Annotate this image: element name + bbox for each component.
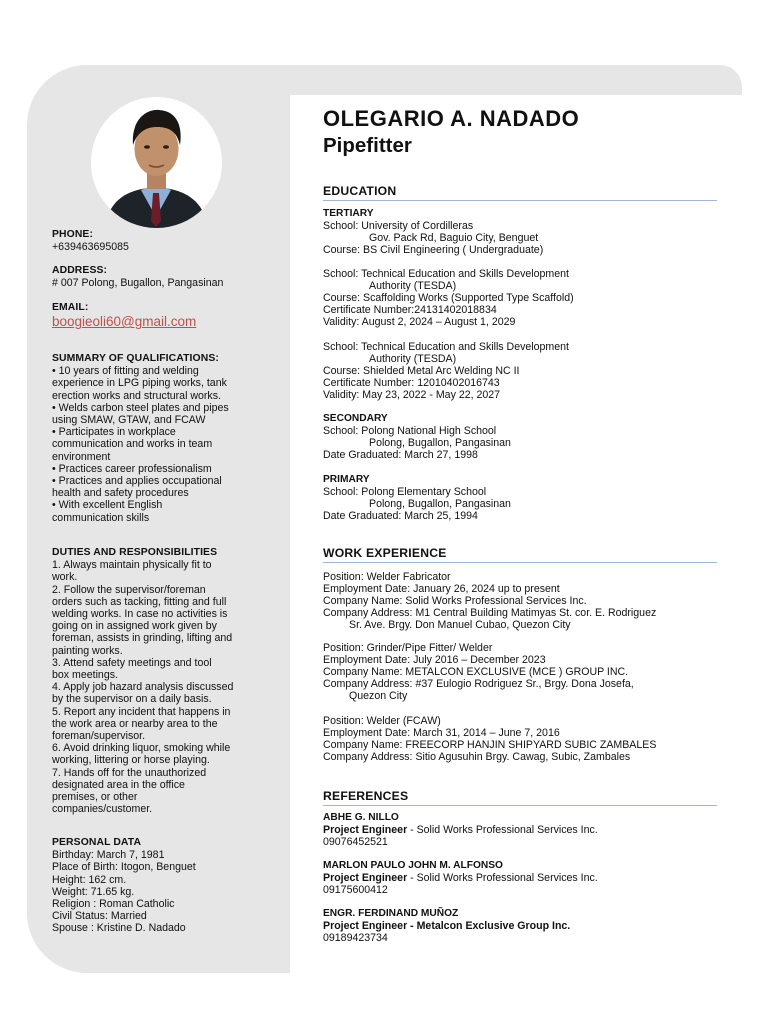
duties-line: by the supervisor on a daily basis.	[52, 693, 212, 706]
summary-line: • 10 years of fitting and welding	[52, 365, 199, 378]
reference-phone: 09076452521	[323, 836, 388, 849]
job-address: Company Address: Sitio Agusuhin Brgy. Cawag, Subic, Zambales	[323, 751, 631, 764]
validity-line: Validity: August 2, 2024 – August 1, 2029	[323, 316, 516, 329]
personal-heading: PERSONAL DATA	[52, 837, 142, 848]
duties-line: going on in assigned work given by	[52, 620, 217, 633]
school-line: School: Polong Elementary School	[323, 486, 487, 499]
phone-label: PHONE:	[52, 229, 94, 240]
reference-phone: 09189423734	[323, 932, 388, 945]
duties-line: foreman, assists in grinding, lifting and	[52, 632, 233, 645]
education-tesda-scaffolding	[323, 268, 743, 328]
validity-line: Validity: May 23, 2022 - May 22, 2027	[323, 389, 501, 402]
duties-line: orders such as tacking, fitting and full	[52, 595, 227, 608]
graduation-date: Date Graduated: March 25, 1994	[323, 510, 478, 523]
school-address: Polong, Bugallon, Pangasinan	[369, 498, 511, 511]
reference-company: - Solid Works Professional Services Inc.	[407, 824, 598, 837]
job-date: Employment Date: July 2016 – December 2023	[323, 654, 546, 667]
job-position: Position: Welder (FCAW)	[323, 715, 441, 727]
email-link[interactable]: boogieoli60@gmail.com	[52, 314, 197, 330]
school-address: Authority (TESDA)	[369, 353, 457, 366]
reference-name: MARLON PAULO JOHN M. ALFONSO	[323, 860, 503, 871]
job-date: Employment Date: March 31, 2014 – June 7, 2016	[323, 727, 560, 740]
school-address: Gov. Pack Rd, Baguio City, Benguet	[369, 232, 539, 245]
job-title: Pipefitter	[323, 134, 412, 157]
job-company: Company Name: Solid Works Professional Services Inc.	[323, 595, 587, 608]
duties-line: foreman/supervisor.	[52, 730, 146, 743]
reference-entry	[323, 860, 743, 896]
duties-section	[52, 547, 272, 815]
duties-line: 3. Attend safety meetings and tool	[52, 656, 212, 669]
contact-phone	[52, 229, 272, 253]
personal-line: Religion : Roman Catholic	[52, 898, 175, 911]
duties-line: painting works.	[52, 644, 123, 657]
reference-company: - Solid Works Professional Services Inc.	[407, 872, 598, 885]
education-tertiary	[323, 208, 743, 256]
summary-line: experience in LPG piping works, tank	[52, 377, 227, 390]
duties-line: 1. Always maintain physically fit to	[52, 559, 212, 572]
address-value: # 007 Polong, Bugallon, Pangasinan	[52, 277, 224, 290]
job-company: Company Name: METALCON EXCLUSIVE (MCE ) GROUP INC.	[323, 666, 629, 679]
summary-line: health and safety procedures	[52, 487, 189, 500]
summary-line: erection works and structural works.	[52, 389, 221, 402]
duties-line: work.	[52, 571, 78, 584]
education-secondary	[323, 413, 743, 461]
duties-line: 7. Hands off for the unauthorized	[52, 766, 207, 779]
personal-line: Birthday: March 7, 1981	[52, 849, 165, 862]
duties-line: companies/customer.	[52, 803, 153, 816]
reference-phone: 09175600412	[323, 884, 388, 897]
reference-role: Project Engineer - Metalcon Exclusive Group Inc.	[323, 920, 571, 933]
personal-section	[52, 837, 272, 935]
job-position: Position: Grinder/Pipe Fitter/ Welder	[323, 642, 493, 654]
duties-line: 6. Avoid drinking liquor, smoking while	[52, 742, 231, 755]
email-label: EMAIL:	[52, 302, 89, 313]
personal-line: Spouse : Kristine D. Nadado	[52, 922, 186, 935]
summary-heading: SUMMARY OF QUALIFICATIONS:	[52, 353, 219, 364]
contact-address	[52, 265, 272, 289]
personal-line: Civil Status: Married	[52, 910, 147, 923]
summary-line: • With excellent English	[52, 499, 163, 512]
education-primary	[323, 474, 743, 522]
summary-line: using SMAW, GTAW, and FCAW	[52, 414, 206, 427]
school-line: School: University of Cordilleras	[323, 220, 474, 233]
references-heading: REFERENCES	[323, 789, 717, 806]
summary-line: • Practices career professionalism	[52, 462, 212, 475]
reference-entry	[323, 812, 743, 848]
reference-role: Project Engineer	[323, 824, 408, 837]
work-experience-heading: WORK EXPERIENCE	[323, 546, 717, 563]
job-company: Company Name: FREECORP HANJIN SHIPYARD SUBIC ZAMBALES	[323, 739, 657, 752]
personal-line: Height: 162 cm.	[52, 873, 127, 886]
reference-entry	[323, 908, 743, 944]
course-line: Course: Shielded Metal Arc Welding NC II	[323, 365, 520, 378]
secondary-label: SECONDARY	[323, 413, 388, 424]
job-address: Company Address: #37 Eulogio Rodriguez Sr., Brgy. Dona Josefa,	[323, 678, 634, 691]
personal-line: Place of Birth: Itogon, Benguet	[52, 861, 196, 874]
candidate-name: OLEGARIO A. NADADO	[323, 106, 580, 131]
school-line: School: Technical Education and Skills Development	[323, 341, 569, 353]
graduation-date: Date Graduated: March 27, 1998	[323, 449, 478, 462]
duties-heading: DUTIES AND RESPONSIBILITIES	[52, 547, 218, 558]
primary-label: PRIMARY	[323, 474, 370, 485]
school-address: Polong, Bugallon, Pangasinan	[369, 437, 511, 450]
reference-name: ABHE G. NILLO	[323, 812, 399, 823]
summary-line: environment	[52, 450, 111, 463]
profile-photo	[91, 97, 222, 228]
duties-line: box meetings.	[52, 669, 118, 682]
job-address: Company Address: M1 Central Building Matimyas St. cor. E. Rodriguez	[323, 607, 657, 620]
header-band	[290, 65, 742, 95]
school-line: School: Polong National High School	[323, 425, 497, 438]
summary-line: • Welds carbon steel plates and pipes	[52, 401, 229, 414]
duties-line: welding works. In case no activities is	[52, 608, 228, 621]
certificate-line: Certificate Number: 12010402016743	[323, 377, 500, 390]
duties-line: working, littering or horse playing.	[52, 754, 210, 767]
reference-name: ENGR. FERDINAND MUÑOZ	[323, 908, 459, 919]
job-entry	[323, 642, 743, 702]
summary-line: communication and works in team	[52, 438, 213, 451]
job-address-cont: Sr. Ave. Brgy. Don Manuel Cubao, Quezon City	[349, 619, 571, 632]
summary-section	[52, 353, 272, 524]
job-date: Employment Date: January 26, 2024 up to present	[323, 583, 560, 596]
course-line: Course: Scaffolding Works (Supported Type Scaffold)	[323, 292, 574, 305]
address-label: ADDRESS:	[52, 265, 108, 276]
tertiary-label: TERTIARY	[323, 208, 374, 219]
job-entry	[323, 715, 743, 763]
education-heading: EDUCATION	[323, 184, 717, 201]
school-line: School: Technical Education and Skills Development	[323, 268, 569, 280]
school-address: Authority (TESDA)	[369, 280, 457, 293]
contact-email	[52, 302, 272, 330]
certificate-line: Certificate Number:24131402018834	[323, 304, 497, 317]
duties-line: 4. Apply job hazard analysis discussed	[52, 681, 234, 694]
personal-line: Weight: 71.65 kg.	[52, 885, 135, 898]
job-address-cont: Quezon City	[349, 690, 408, 703]
duties-line: 2. Follow the supervisor/foreman	[52, 583, 206, 596]
summary-line: communication skills	[52, 511, 150, 524]
duties-line: premises, or other	[52, 791, 138, 804]
education-tesda-smaw	[323, 341, 743, 401]
job-entry	[323, 571, 743, 631]
duties-line: designated area in the office	[52, 778, 185, 791]
reference-role: Project Engineer	[323, 872, 408, 885]
job-position: Position: Welder Fabricator	[323, 571, 451, 583]
summary-line: • Participates in workplace	[52, 426, 176, 439]
phone-value: +639463695085	[52, 241, 129, 254]
duties-line: the work area or nearby area to the	[52, 717, 218, 730]
course-line: Course: BS Civil Engineering ( Undergraduate)	[323, 244, 544, 257]
summary-line: • Practices and applies occupational	[52, 475, 222, 488]
duties-line: 5. Report any incident that happens in	[52, 705, 231, 718]
